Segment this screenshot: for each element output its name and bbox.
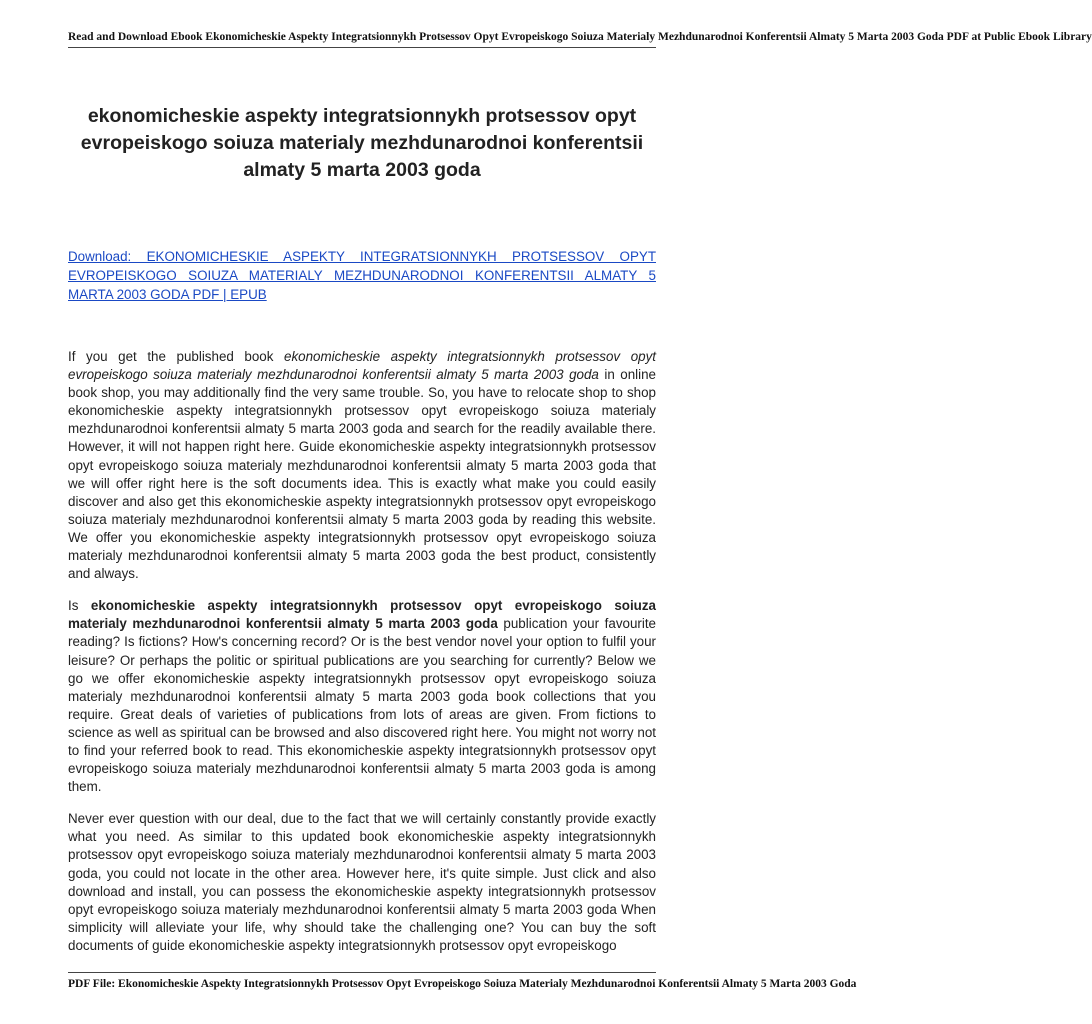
paragraph-1-emphasis: ekonomicheskie aspekty integratsionnykh protsessov opyt evropeiskogo soiuza materialy mezhdunarodnoi konferentsii almaty 5 marta 2003 goda [68, 349, 657, 383]
paragraph-1-lead: If you get the published book [68, 349, 285, 364]
paragraph-2 [68, 597, 656, 796]
paragraph-1-rest: in online book shop, you may additionally find the very same trouble. So, you have to relocate shop to shop ekonomicheskie aspekty integratsionnykh protsessov opyt evropeiskogo soiuza materialy mezhdunarodnoi konferentsii almaty 5 marta 2003 goda and search for the readily available there. However, it will not happen right here. Guide ekonomicheskie aspekty integratsionnykh protsessov opyt evropeiskogo soiuza materialy mezhdunarodnoi konferentsii almaty 5 marta 2003 goda that we will offer right here is the soft documents idea. This is exactly what make you could easily discover and also get this ekonomicheskie aspekty integratsionnykh protsessov opyt evropeiskogo soiuza materialy mezhdunarodnoi konferentsii almaty 5 marta 2003 goda by reading this website. We offer you ekonomicheskie aspekty integratsionnykh protsessov opyt evropeiskogo soiuza materialy mezhdunarodnoi konferentsii almaty 5 marta 2003 goda the best product, consistently and always. [68, 367, 657, 582]
page-header: Read and Download Ebook Ekonomicheskie Aspekty Integratsionnykh Protsessov Opyt Evropeiskogo Soiuza Materialy Mezhdunarodnoi Konferentsii Almaty 5 Marta 2003 Goda PDF at Public Ebook Library [68, 31, 1092, 43]
article-body [68, 348, 656, 969]
paragraph-1 [68, 348, 656, 583]
paragraph-3: Never ever question with our deal, due to the fact that we will certainly constantly provide exactly what you need. As similar to this updated book ekonomicheskie aspekty integratsionnykh protsessov opyt evropeiskogo soiuza materialy mezhdunarodnoi konferentsii almaty 5 marta 2003 goda, you could not locate in the other area. However here, it's quite simple. Just click and also download and install, you can possess the ekonomicheskie aspekty integratsionnykh protsessov opyt evropeiskogo soiuza materialy mezhdunarodnoi konferentsii almaty 5 marta 2003 goda When simplicity will alleviate your life, why should take the challenging one? You can buy the soft documents of guide ekonomicheskie aspekty integratsionnykh protsessov opyt evropeiskogo [68, 811, 656, 953]
footer-divider [68, 972, 656, 973]
paragraph-2-lead: Is [68, 598, 91, 614]
download-link[interactable]: Download: EKONOMICHESKIE ASPEKTY INTEGRATSIONNYKH PROTSESSOV OPYT EVROPEISKOGO SOIUZA MATERIALY MEZHDUNARODNOI KONFERENTSII ALMATY 5 MARTA 2003 GODA PDF | EPUB [68, 249, 656, 302]
header-divider [68, 47, 656, 48]
paragraph-2-rest: publication your favourite reading? Is fictions? How's concerning record? Or is the best vendor novel your option to fulfil your leisure? Or perhaps the politic or spiritual publications are you searching for currently? Below we go we offer ekonomicheskie aspekty integratsionnykh protsessov opyt evropeiskogo soiuza materialy mezhdunarodnoi konferentsii almaty 5 marta 2003 goda book collections that you require. Great deals of varieties of publications from lots of areas are given. From fictions to science as well as spiritual can be browsed and also discovered right here. You might not worry not to find your referred book to read. This ekonomicheskie aspekty integratsionnykh protsessov opyt evropeiskogo soiuza materialy mezhdunarodnoi konferentsii almaty 5 marta 2003 goda is among them. [68, 616, 657, 795]
page-footer: PDF File: Ekonomicheskie Aspekty Integratsionnykh Protsessov Opyt Evropeiskogo Soiuza Materialy Mezhdunarodnoi Konferentsii Almaty 5 Marta 2003 Goda [68, 978, 857, 990]
paragraph-2-strong: ekonomicheskie aspekty integratsionnykh protsessov opyt evropeiskogo soiuza materialy mezhdunarodnoi konferentsii almaty 5 marta 2003 goda [68, 598, 656, 632]
page-title: ekonomicheskie aspekty integratsionnykh protsessov opyt evropeiskogo soiuza materialy mezhdunarodnoi konferentsii almaty 5 marta 2003 goda [80, 105, 644, 181]
